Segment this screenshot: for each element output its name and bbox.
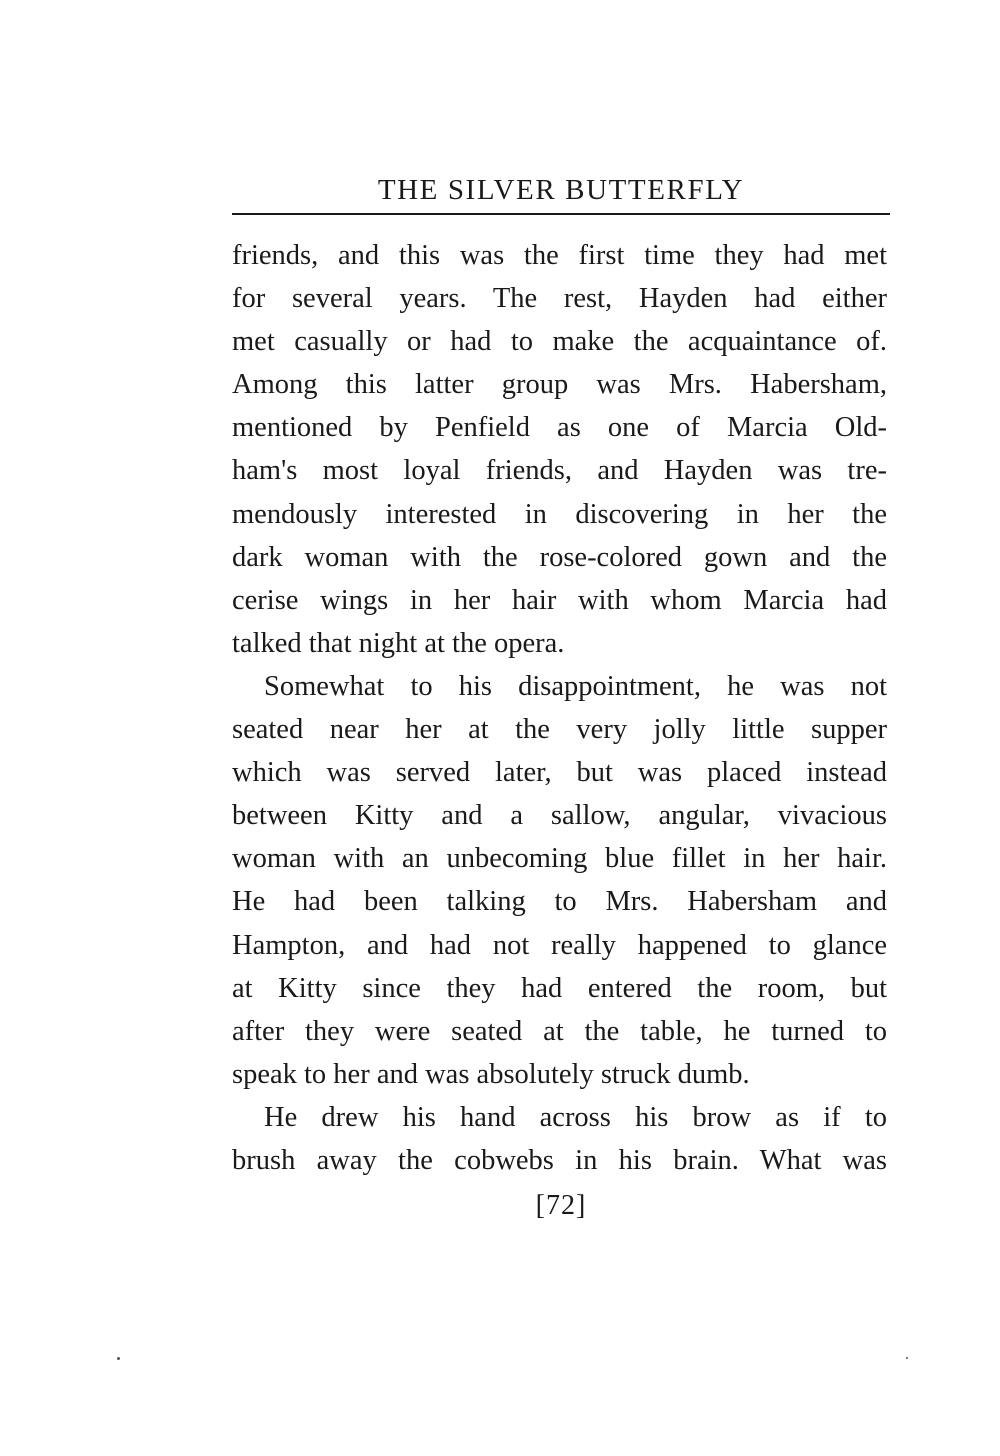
text-line: speak to her and was absolutely struck dumb. xyxy=(232,1058,750,1090)
text-line: at Kitty since they had entered the room, but xyxy=(232,972,887,1004)
paragraph xyxy=(232,234,887,665)
paragraph xyxy=(232,665,887,1096)
text-line: mentioned by Penfield as one of Marcia Old- xyxy=(232,412,887,444)
text-line: woman with an unbecoming blue fillet in her hair. xyxy=(232,843,887,875)
text-line: friends, and this was the first time they had met xyxy=(232,240,887,271)
text-line: Hampton, and had not really happened to glance xyxy=(232,929,887,961)
text-line: which was served later, but was placed instead xyxy=(232,757,887,789)
text-line: mendously interested in discovering in her the xyxy=(232,498,887,530)
text-line: Somewhat to his disappointment, he was not xyxy=(264,670,887,702)
page-number: [72] xyxy=(535,1190,587,1221)
running-head: THE SILVER BUTTERFLY xyxy=(377,174,745,206)
paragraph xyxy=(232,1096,887,1182)
text-line: seated near her at the very jolly little supper xyxy=(232,714,887,746)
text-line: dark woman with the rose-colored gown and the xyxy=(232,541,887,573)
text-line: talked that night at the opera. xyxy=(232,627,565,659)
scan-speck xyxy=(117,1357,120,1360)
text-line: met casually or had to make the acquaintance of. xyxy=(232,326,887,358)
text-line: He drew his hand across his brow as if to xyxy=(264,1101,887,1133)
text-line: Among this latter group was Mrs. Habersham, xyxy=(232,369,887,401)
scan-speck xyxy=(906,1357,908,1359)
text-line: brush away the cobwebs in his brain. What was xyxy=(232,1144,887,1176)
text-line: ham's most loyal friends, and Hayden was tre- xyxy=(232,455,887,487)
text-line: He had been talking to Mrs. Habersham and xyxy=(232,886,887,918)
head-rule xyxy=(232,213,890,215)
text-line: cerise wings in her hair with whom Marcia had xyxy=(232,584,887,616)
text-line: after they were seated at the table, he turned to xyxy=(232,1015,887,1047)
text-line: for several years. The rest, Hayden had either xyxy=(232,283,887,315)
text-line: between Kitty and a sallow, angular, vivacious xyxy=(232,800,887,832)
body-text xyxy=(232,234,887,1182)
